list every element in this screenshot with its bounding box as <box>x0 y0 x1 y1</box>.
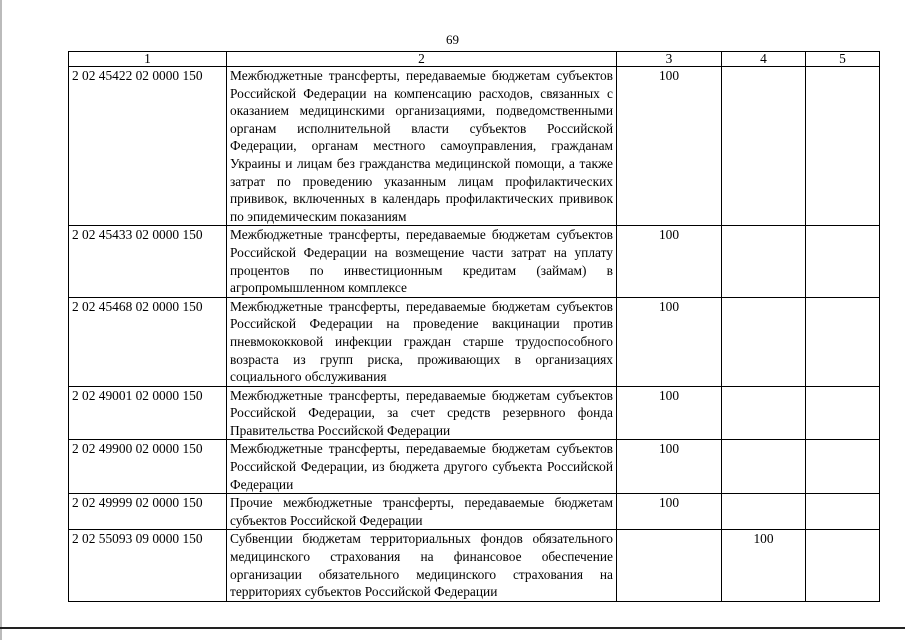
column-header: 2 <box>227 52 617 67</box>
col3-cell: 100 <box>617 226 722 297</box>
col3-cell: 100 <box>617 440 722 494</box>
col4-cell <box>722 494 806 530</box>
column-header: 4 <box>722 52 806 67</box>
col5-cell <box>806 530 880 601</box>
col3-cell: 100 <box>617 67 722 226</box>
description-cell: Межбюджетные трансферты, передаваемые бюджетам субъектов Российской Федерации, за счет средств резервного фонда Правительства Российской Федерации <box>227 386 617 440</box>
col4-cell <box>722 226 806 297</box>
description-cell: Межбюджетные трансферты, передаваемые бюджетам субъектов Российской Федерации на возмещение части затрат на уплату процентов по инвестиционным кредитам (займам) в агропромышленном комплексе <box>227 226 617 297</box>
col3-cell <box>617 530 722 601</box>
description-cell: Субвенции бюджетам территориальных фондов обязательного медицинского страхования на финансовое обеспечение организации обязательного медицинского страхования на территориях субъектов Российской Федерации <box>227 530 617 601</box>
column-header: 3 <box>617 52 722 67</box>
col4-cell <box>722 67 806 226</box>
table-row <box>69 494 880 530</box>
budget-code-cell: 2 02 45468 02 0000 150 <box>69 297 227 386</box>
col4-cell <box>722 297 806 386</box>
scan-bottom-edge <box>0 627 905 629</box>
table-row <box>69 67 880 226</box>
table-row <box>69 530 880 601</box>
table-row <box>69 386 880 440</box>
col4-cell <box>722 386 806 440</box>
description-cell: Межбюджетные трансферты, передаваемые бюджетам субъектов Российской Федерации на компенсацию расходов, связанных с оказанием медицинскими организациями, подведомственными органам исполнительной власти субъектов Российской Федерации, органам местного самоуправления, гражданам Украины и лицам без гражданства медицинской помощи, а также затрат по проведению указанным лицам профилактических прививок, включенных в календарь профилактических прививок по эпидемическим показаниям <box>227 67 617 226</box>
column-header: 1 <box>69 52 227 67</box>
budget-code-cell: 2 02 45422 02 0000 150 <box>69 67 227 226</box>
budget-classification-table <box>68 51 880 602</box>
budget-code-cell: 2 02 45433 02 0000 150 <box>69 226 227 297</box>
col5-cell <box>806 494 880 530</box>
col3-cell: 100 <box>617 494 722 530</box>
col5-cell <box>806 440 880 494</box>
col4-cell <box>722 440 806 494</box>
column-number-header-row <box>69 52 880 67</box>
col3-cell: 100 <box>617 297 722 386</box>
budget-code-cell: 2 02 49900 02 0000 150 <box>69 440 227 494</box>
page-number: 69 <box>446 32 459 47</box>
description-cell: Межбюджетные трансферты, передаваемые бюджетам субъектов Российской Федерации, из бюджета другого субъекта Российской Федерации <box>227 440 617 494</box>
description-cell: Прочие межбюджетные трансферты, передаваемые бюджетам субъектов Российской Федерации <box>227 494 617 530</box>
col5-cell <box>806 226 880 297</box>
budget-code-cell: 2 02 49001 02 0000 150 <box>69 386 227 440</box>
col3-cell: 100 <box>617 386 722 440</box>
budget-code-cell: 2 02 49999 02 0000 150 <box>69 494 227 530</box>
table-row <box>69 226 880 297</box>
budget-code-cell: 2 02 55093 09 0000 150 <box>69 530 227 601</box>
col5-cell <box>806 386 880 440</box>
col5-cell <box>806 297 880 386</box>
description-cell: Межбюджетные трансферты, передаваемые бюджетам субъектов Российской Федерации на проведение вакцинации против пневмококковой инфекции граждан старше трудоспособного возраста из групп риска, проживающих в организациях социального обслуживания <box>227 297 617 386</box>
scan-left-edge <box>0 0 2 640</box>
col4-cell: 100 <box>722 530 806 601</box>
column-header: 5 <box>806 52 880 67</box>
table-row <box>69 440 880 494</box>
col5-cell <box>806 67 880 226</box>
table-row <box>69 297 880 386</box>
